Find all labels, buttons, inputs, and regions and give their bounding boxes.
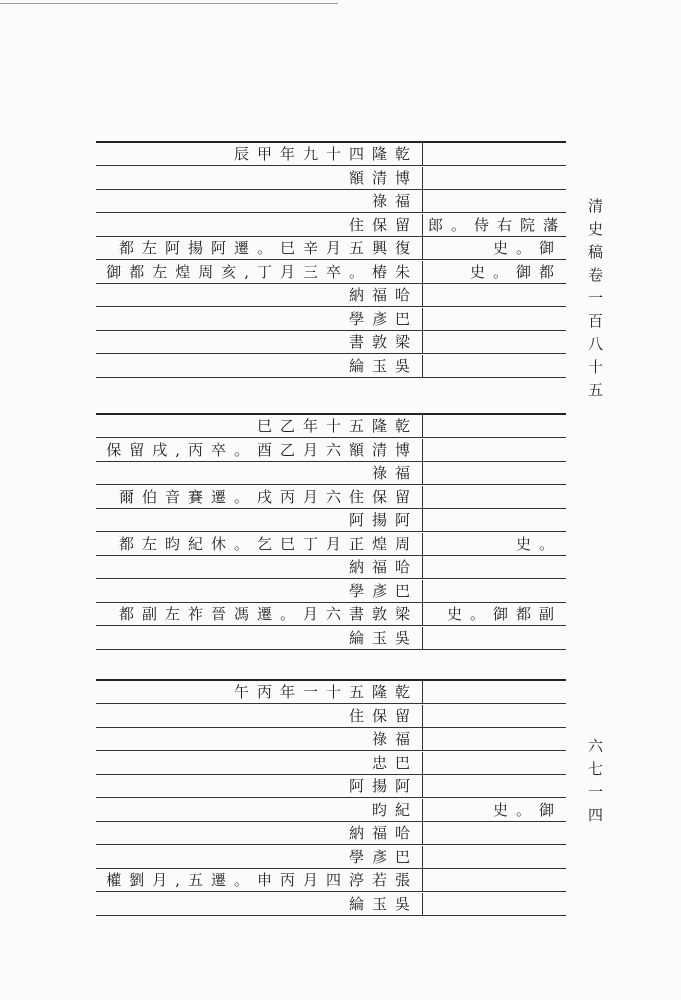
table-row bbox=[96, 580, 566, 603]
table-row bbox=[96, 728, 566, 751]
right-cell bbox=[428, 846, 562, 869]
column-divider bbox=[422, 728, 423, 751]
table-row bbox=[96, 462, 566, 485]
left-cell: 納福哈 bbox=[348, 286, 418, 304]
table-row bbox=[96, 261, 566, 284]
right-cell bbox=[428, 627, 562, 650]
right-cell bbox=[428, 752, 562, 775]
right-cell bbox=[428, 580, 562, 603]
table-row bbox=[96, 214, 566, 237]
table-row bbox=[96, 627, 566, 650]
right-cell: 史。御 bbox=[492, 800, 562, 819]
left-cell: 爾伯音賽遷。戌丙月六住保留 bbox=[118, 487, 418, 506]
column-divider bbox=[422, 509, 423, 532]
left-cell: 忠巴 bbox=[371, 753, 418, 772]
right-cell bbox=[428, 509, 562, 532]
column-divider bbox=[422, 261, 423, 284]
row-rule bbox=[96, 915, 566, 916]
right-cell bbox=[428, 415, 562, 438]
left-cell: 阿揚阿 bbox=[348, 511, 418, 529]
left-cell: 昀紀 bbox=[371, 800, 418, 819]
book-title: 清史稿卷一百八十五 bbox=[586, 198, 604, 405]
right-cell bbox=[428, 705, 562, 728]
column-divider bbox=[422, 846, 423, 869]
table-row bbox=[96, 143, 566, 166]
register-table bbox=[96, 141, 566, 376]
column-divider bbox=[422, 439, 423, 462]
column-divider bbox=[422, 775, 423, 798]
column-divider bbox=[422, 705, 423, 728]
left-cell: 納福哈 bbox=[348, 558, 418, 576]
right-cell bbox=[428, 462, 562, 485]
table-row bbox=[96, 509, 566, 532]
column-divider bbox=[422, 308, 423, 331]
row-rule bbox=[96, 377, 566, 378]
left-cell: 權劉月,五遷。申丙月四渟若張 bbox=[106, 871, 418, 889]
table-row bbox=[96, 869, 566, 892]
column-divider bbox=[422, 822, 423, 845]
column-divider bbox=[422, 167, 423, 190]
right-cell: 史。御都 bbox=[469, 262, 562, 281]
right-cell bbox=[428, 775, 562, 798]
left-cell: 納福哈 bbox=[348, 824, 418, 842]
table-row bbox=[96, 893, 566, 916]
right-cell bbox=[428, 869, 562, 892]
table-row bbox=[96, 331, 566, 354]
table-row bbox=[96, 190, 566, 213]
column-divider bbox=[422, 603, 423, 626]
table-row bbox=[96, 308, 566, 331]
register-table bbox=[96, 413, 566, 648]
right-cell bbox=[428, 556, 562, 579]
left-cell: 祿福 bbox=[371, 192, 418, 210]
table-row bbox=[96, 355, 566, 378]
left-cell: 都副左祚晉馮遷。月六書敦梁 bbox=[118, 605, 418, 623]
column-divider bbox=[422, 681, 423, 704]
right-cell bbox=[428, 284, 562, 307]
column-divider bbox=[422, 284, 423, 307]
left-cell: 午丙年一十五隆乾 bbox=[233, 683, 418, 701]
table-row bbox=[96, 556, 566, 579]
left-cell: 都左阿揚阿遷。巳辛月五興復 bbox=[118, 239, 418, 257]
column-divider bbox=[422, 799, 423, 822]
right-cell bbox=[428, 681, 562, 704]
left-cell: 學彥巴 bbox=[348, 309, 418, 328]
left-cell: 辰甲年九十四隆乾 bbox=[233, 145, 418, 163]
column-divider bbox=[422, 237, 423, 260]
table-row bbox=[96, 681, 566, 704]
right-cell bbox=[428, 190, 562, 213]
column-divider bbox=[422, 331, 423, 354]
column-divider bbox=[422, 462, 423, 485]
column-divider bbox=[422, 752, 423, 775]
page-number: 六七一四 bbox=[586, 738, 604, 830]
column-divider bbox=[422, 190, 423, 213]
row-rule bbox=[96, 649, 566, 650]
right-cell bbox=[428, 143, 562, 166]
left-cell: 保留戌,丙卒。酉乙月六額清博 bbox=[106, 440, 418, 459]
column-divider bbox=[422, 869, 423, 892]
table-row bbox=[96, 533, 566, 556]
left-cell: 書敦梁 bbox=[348, 333, 418, 351]
left-cell: 綸玉吳 bbox=[348, 894, 418, 913]
column-divider bbox=[422, 893, 423, 916]
right-cell bbox=[428, 331, 562, 354]
left-cell: 綸玉吳 bbox=[348, 356, 418, 375]
table-row bbox=[96, 237, 566, 260]
table-row bbox=[96, 167, 566, 190]
table-row bbox=[96, 284, 566, 307]
right-cell bbox=[428, 355, 562, 378]
column-divider bbox=[422, 556, 423, 579]
left-cell: 住保留 bbox=[348, 215, 418, 234]
left-cell: 額清博 bbox=[348, 168, 418, 187]
left-cell: 祿福 bbox=[371, 464, 418, 482]
right-cell: 史。 bbox=[515, 534, 562, 553]
right-cell: 史。御都副 bbox=[446, 605, 562, 623]
right-cell: 郎。侍右院藩 bbox=[428, 215, 567, 234]
table-row bbox=[96, 705, 566, 728]
left-cell: 御都左煌周亥,丁月三卒。椿朱 bbox=[106, 262, 418, 281]
table-row bbox=[96, 752, 566, 775]
left-cell: 祿福 bbox=[371, 730, 418, 748]
right-cell bbox=[428, 728, 562, 751]
left-cell: 巳乙年十五隆乾 bbox=[256, 417, 418, 435]
right-cell bbox=[428, 167, 562, 190]
table-row bbox=[96, 603, 566, 626]
table-row bbox=[96, 775, 566, 798]
table-row bbox=[96, 822, 566, 845]
column-divider bbox=[422, 214, 423, 237]
right-cell bbox=[428, 822, 562, 845]
top-rule bbox=[0, 3, 338, 4]
right-cell bbox=[428, 486, 562, 509]
left-cell: 阿揚阿 bbox=[348, 777, 418, 795]
left-cell: 住保留 bbox=[348, 706, 418, 725]
right-cell: 史。御 bbox=[492, 239, 562, 257]
right-cell bbox=[428, 308, 562, 331]
left-cell: 綸玉吳 bbox=[348, 628, 418, 647]
column-divider bbox=[422, 486, 423, 509]
table-row bbox=[96, 799, 566, 822]
column-divider bbox=[422, 143, 423, 166]
column-divider bbox=[422, 627, 423, 650]
column-divider bbox=[422, 355, 423, 378]
left-cell: 都左昀紀休。乞巳丁月正煌周 bbox=[118, 534, 418, 553]
left-cell: 學彥巴 bbox=[348, 581, 418, 600]
left-cell: 學彥巴 bbox=[348, 847, 418, 866]
table-row bbox=[96, 846, 566, 869]
table-row bbox=[96, 439, 566, 462]
register-table bbox=[96, 679, 566, 914]
column-divider bbox=[422, 415, 423, 438]
column-divider bbox=[422, 580, 423, 603]
right-cell bbox=[428, 439, 562, 462]
column-divider bbox=[422, 533, 423, 556]
table-row bbox=[96, 486, 566, 509]
table-row bbox=[96, 415, 566, 438]
right-cell bbox=[428, 893, 562, 916]
